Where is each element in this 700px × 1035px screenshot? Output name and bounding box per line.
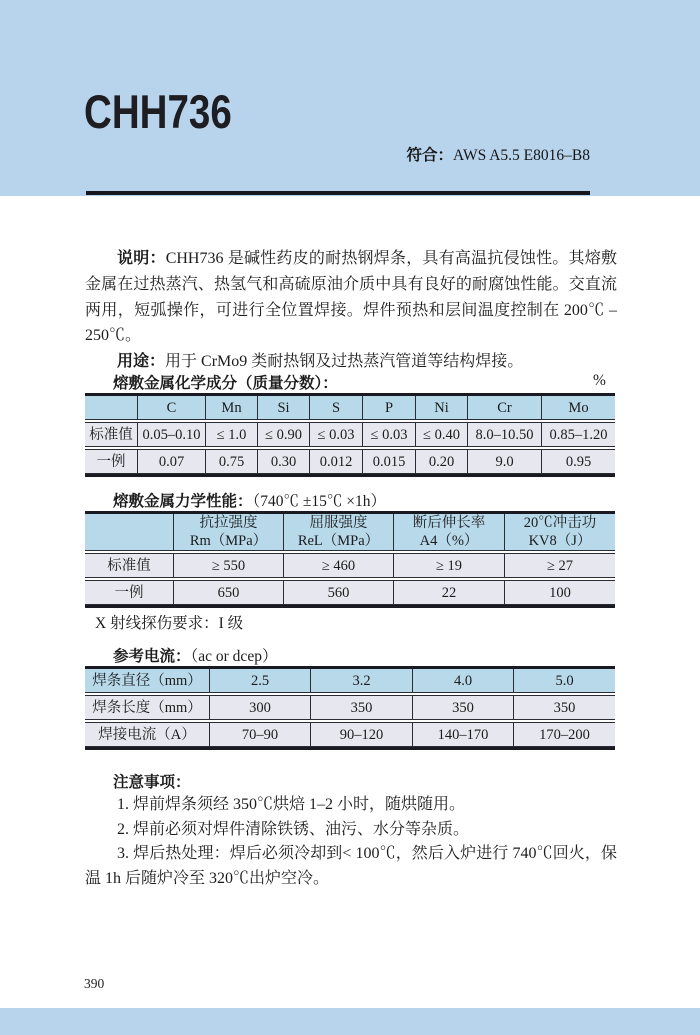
table-cell: 0.05–0.10 xyxy=(137,423,205,446)
footer-band xyxy=(0,1008,700,1035)
table-cell: ≥ 19 xyxy=(393,554,504,577)
row-label: 标准值 xyxy=(85,554,173,577)
mechanical-properties-table xyxy=(85,511,615,608)
table-cell: 0.95 xyxy=(541,450,615,473)
note-item: 1. 焊前焊条须经 350℃烘焙 1–2 小时，随烘随用。 xyxy=(117,796,466,813)
table-cell: 350 xyxy=(412,696,513,719)
chemical-header-mn: Mn xyxy=(205,396,257,419)
notes-title: 注意事项： xyxy=(113,774,191,791)
chemical-header-blank xyxy=(85,396,137,419)
row-label: 焊条直径（mm） xyxy=(85,669,209,692)
table-cell: 0.30 xyxy=(257,450,309,473)
mechanical-header-tensile xyxy=(173,514,283,550)
chemical-table-title: 熔敷金属化学成分（质量分数）： xyxy=(113,375,338,392)
table-cell: ≥ 27 xyxy=(504,554,615,577)
table-cell: 8.0–10.50 xyxy=(467,423,541,446)
table-cell: 100 xyxy=(504,581,615,604)
table-cell: 5.0 xyxy=(513,669,615,692)
table-cell: 70–90 xyxy=(209,723,310,746)
mechanical-table-title xyxy=(113,489,386,511)
table-cell: 0.012 xyxy=(309,450,362,473)
mechanical-example-row xyxy=(85,580,615,605)
table-cell: 4.0 xyxy=(412,669,513,692)
current-length-row xyxy=(85,695,615,720)
description-label: 说明： xyxy=(117,250,166,267)
header-line: ReL（MPa） xyxy=(297,533,380,549)
header-line: 20℃冲击功 xyxy=(523,515,597,531)
table-cell: 22 xyxy=(393,581,504,604)
header-line: A4（%） xyxy=(419,533,479,549)
chemical-header-row xyxy=(85,396,615,420)
table-cell: 3.2 xyxy=(310,669,412,692)
table-cell: 90–120 xyxy=(310,723,412,746)
description-text: CHH736 是碱性药皮的耐热钢焊条，具有高温抗侵蚀性。其熔敷金属在过热蒸汽、热氢气和高硫原油介质中具有良好的耐腐蚀性能。交直流两用，短弧操作，可进行全位置焊接。焊件预热和层间温度控制在 200℃ – 250℃。 xyxy=(85,250,617,345)
note-item: 3. 焊后热处理：焊后必须冷却到< 100℃，然后入炉进行 740℃回火，保温 1h 后随炉冷至 320℃出炉空冷。 xyxy=(85,845,617,887)
table-cell: 0.75 xyxy=(205,450,257,473)
row-label: 一例 xyxy=(85,581,173,604)
table-cell: 0.20 xyxy=(415,450,467,473)
table-cell: 140–170 xyxy=(412,723,513,746)
chemical-header-p: P xyxy=(362,396,415,419)
header-line: Rm（MPa） xyxy=(189,533,268,549)
mechanical-standard-row xyxy=(85,553,615,578)
mechanical-title-condition: （740℃ ±15℃ ×1h） xyxy=(252,493,387,510)
table-cell: ≤ 0.40 xyxy=(415,423,467,446)
header-divider-rule xyxy=(86,191,590,195)
chemical-unit: % xyxy=(593,372,606,389)
usage-label: 用途： xyxy=(117,353,166,371)
chemical-composition-table xyxy=(85,393,615,477)
mechanical-title-label: 熔敷金属力学性能： xyxy=(113,493,253,510)
current-title-label: 参考电流： xyxy=(113,648,191,665)
chemical-header-s: S xyxy=(309,396,362,419)
chemical-header-cr: Cr xyxy=(467,396,541,419)
product-code-title: CHH736 xyxy=(84,85,232,138)
standard-conformity-line xyxy=(0,143,590,165)
table-cell: 9.0 xyxy=(467,450,541,473)
table-cell: ≥ 460 xyxy=(283,554,393,577)
xray-requirement-note: X 射线探伤要求：I 级 xyxy=(95,615,244,632)
table-cell: 350 xyxy=(310,696,412,719)
table-cell: ≤ 0.90 xyxy=(257,423,309,446)
table-cell: ≤ 0.03 xyxy=(309,423,362,446)
table-cell: ≥ 550 xyxy=(173,554,283,577)
chemical-header-mo: Mo xyxy=(541,396,615,419)
header-line: 屈服强度 xyxy=(309,515,368,531)
current-amperage-row xyxy=(85,722,615,747)
usage-text: 用于 CrMo9 类耐热钢及过热蒸汽管道等结构焊接。 xyxy=(165,353,524,371)
chemical-example-row xyxy=(85,449,615,474)
table-cell: 300 xyxy=(209,696,310,719)
table-cell: 350 xyxy=(513,696,615,719)
chemical-standard-row xyxy=(85,422,615,447)
mechanical-header-row xyxy=(85,514,615,551)
row-label: 一例 xyxy=(85,450,137,473)
header-line: 抗拉强度 xyxy=(199,515,258,531)
table-cell: 560 xyxy=(283,581,393,604)
chemical-header-c: C xyxy=(137,396,205,419)
table-cell: 170–200 xyxy=(513,723,615,746)
row-label: 焊条长度（mm） xyxy=(85,696,209,719)
table-cell: 0.07 xyxy=(137,450,205,473)
notes-section xyxy=(85,793,617,891)
current-table-title xyxy=(113,644,277,666)
table-cell: ≤ 0.03 xyxy=(362,423,415,446)
header-line: 断后伸长率 xyxy=(412,515,486,531)
row-label: 焊接电流（A） xyxy=(85,723,209,746)
current-title-condition: （ac or dcep） xyxy=(190,648,278,665)
standard-label: 符合： xyxy=(406,147,454,164)
row-label: 标准值 xyxy=(85,423,137,446)
table-cell: ≤ 1.0 xyxy=(205,423,257,446)
description-section xyxy=(85,246,617,375)
table-cell: 2.5 xyxy=(209,669,310,692)
page-number: 390 xyxy=(84,976,105,991)
table-cell: 650 xyxy=(173,581,283,604)
mechanical-header-impact xyxy=(504,514,615,550)
chemical-header-si: Si xyxy=(257,396,309,419)
table-cell: 0.85–1.20 xyxy=(541,423,615,446)
standard-value: AWS A5.5 E8016–B8 xyxy=(453,147,590,164)
chemical-header-ni: Ni xyxy=(415,396,467,419)
mechanical-header-blank xyxy=(85,514,173,550)
header-line: KV8（J） xyxy=(528,533,592,549)
mechanical-header-elongation xyxy=(393,514,504,550)
mechanical-header-yield xyxy=(283,514,393,550)
description-paragraph xyxy=(85,246,617,349)
note-item: 2. 焊前必须对焊件清除铁锈、油污、水分等杂质。 xyxy=(117,820,470,838)
table-cell: 0.015 xyxy=(362,450,415,473)
current-diameter-row xyxy=(85,669,615,693)
reference-current-table xyxy=(85,666,615,750)
